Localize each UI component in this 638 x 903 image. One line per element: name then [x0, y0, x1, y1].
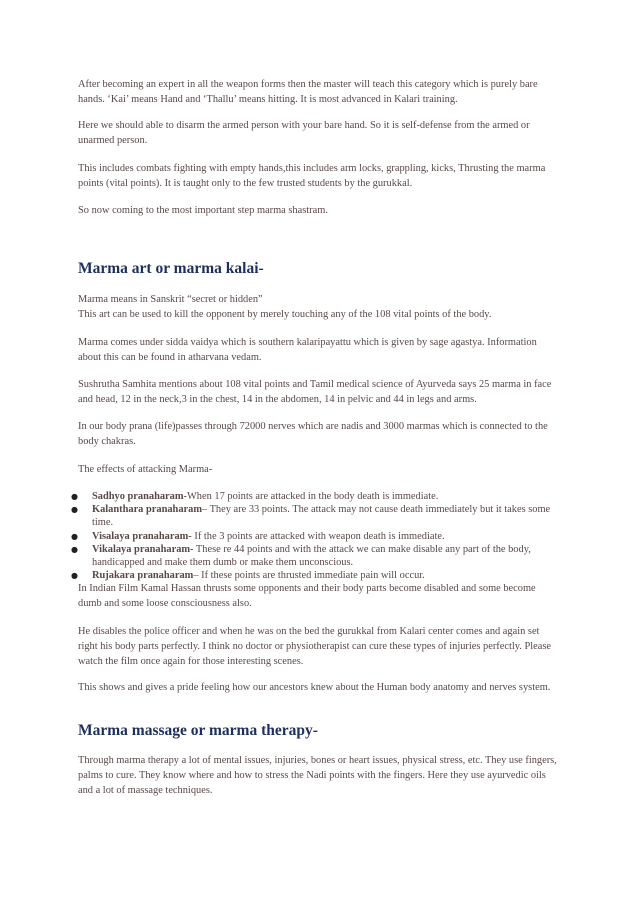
bullet-icon: ●	[71, 544, 78, 554]
list-item-text: -When 17 points are attacked in the body death is immediate.	[183, 491, 439, 502]
list-item	[71, 530, 560, 543]
bullet-icon: ●	[71, 531, 78, 541]
section-heading-marma-massage: Marma massage or marma therapy-	[78, 722, 318, 739]
marma-art-paragraph-1-line-2: This art can be used to kill the opponent by merely touching any of the 108 vital points of the body.	[78, 309, 492, 320]
marma-art-paragraph-3: Sushrutha Samhita mentions about 108 vital points and Tamil medical science of Ayurveda says 25 marma in face and head, 12 in the neck,3 in the chest, 14 in the abdomen, 14 in pelvic and 44 in legs and arms.	[78, 379, 552, 405]
marma-massage-paragraph-1: Through marma therapy a lot of mental issues, injuries, bones or heart issues, physical stress, etc. They use fingers, palms to cure. They know where and how to stress the Nadi points with the fingers. Here they use ayurvedic oils and a lot of massage techniques.	[78, 755, 557, 796]
intro-paragraph-4: So now coming to the most important step marma shastram.	[78, 205, 328, 216]
section-heading-marma-art: Marma art or marma kalai-	[78, 260, 264, 277]
list-item-term: Rujakara pranaharam	[92, 570, 194, 582]
marma-art-paragraph-1-line-1: Marma means in Sanskrit “secret or hidden”	[78, 294, 263, 305]
marma-art-paragraph-5: The effects of attacking Marma-	[78, 464, 213, 475]
list-item-term: Sadhyo pranaharam	[92, 491, 184, 502]
list-item	[71, 490, 560, 503]
list-item	[71, 503, 560, 529]
list-item-text: If the 3 points are attacked with weapon death is immediate.	[191, 530, 445, 542]
list-item-term: Kalanthara pranaharam	[92, 504, 202, 516]
list-item-text: – They are 33 points. The attack may not cause death immediately but it takes some time.	[92, 504, 551, 529]
marma-art-paragraph-6: In Indian Film Kamal Hassan thrusts some opponents and their body parts become disabled and some become dumb and some loose consciousness also.	[78, 583, 536, 609]
marma-art-paragraph-1	[78, 292, 560, 322]
bullet-icon: ●	[71, 492, 78, 501]
effects-list	[71, 490, 560, 582]
marma-art-paragraph-8: This shows and gives a pride feeling how our ancestors knew about the Human body anatomy and nerves system.	[78, 682, 551, 693]
list-item-term: Vikalaya pranaharam-	[92, 543, 194, 555]
intro-paragraph-2: Here we should able to disarm the armed person with your bare hand. So it is self-defense from the armed or unarmed person.	[78, 120, 530, 146]
list-item-term: Visalaya pranaharam-	[92, 530, 192, 542]
list-item-text: – If these points are thrusted immediate pain will occur.	[193, 570, 425, 582]
marma-art-paragraph-2: Marma comes under sidda vaidya which is southern kalaripayattu which is given by sage agastya. Information about this can be found in atharvana vedam.	[78, 337, 537, 363]
intro-paragraph-1: After becoming an expert in all the weapon forms then the master will teach this category which is purely bare hands. ‘Kai’ means Hand and ‘Thallu’ means hitting. It is most advanced in Kalari training.	[78, 79, 538, 105]
list-item	[71, 543, 560, 569]
list-item-text: These re 44 points and with the attack we can make disable any part of the body, handicapped and make them dumb or make them unconscious.	[92, 543, 531, 569]
bullet-icon: ●	[71, 505, 78, 515]
bullet-icon: ●	[71, 571, 78, 581]
marma-art-paragraph-4: In our body prana (life)passes through 72000 nerves which are nadis and 3000 marmas which is connected to the body chakras.	[78, 421, 548, 447]
marma-art-paragraph-7: He disables the police officer and when he was on the bed the gurukkal from Kalari center comes and again set right his body parts perfectly. I think no doctor or physiotherapist can cure these types of injuries perfectly. Please watch the film once again for those interesting scenes.	[78, 626, 552, 667]
intro-paragraph-3: This includes combats fighting with empty hands,this includes arm locks, grappling, kicks, Thrusting the marma points (vital points). It is taught only to the few trusted students by the gurukkal.	[78, 163, 546, 189]
